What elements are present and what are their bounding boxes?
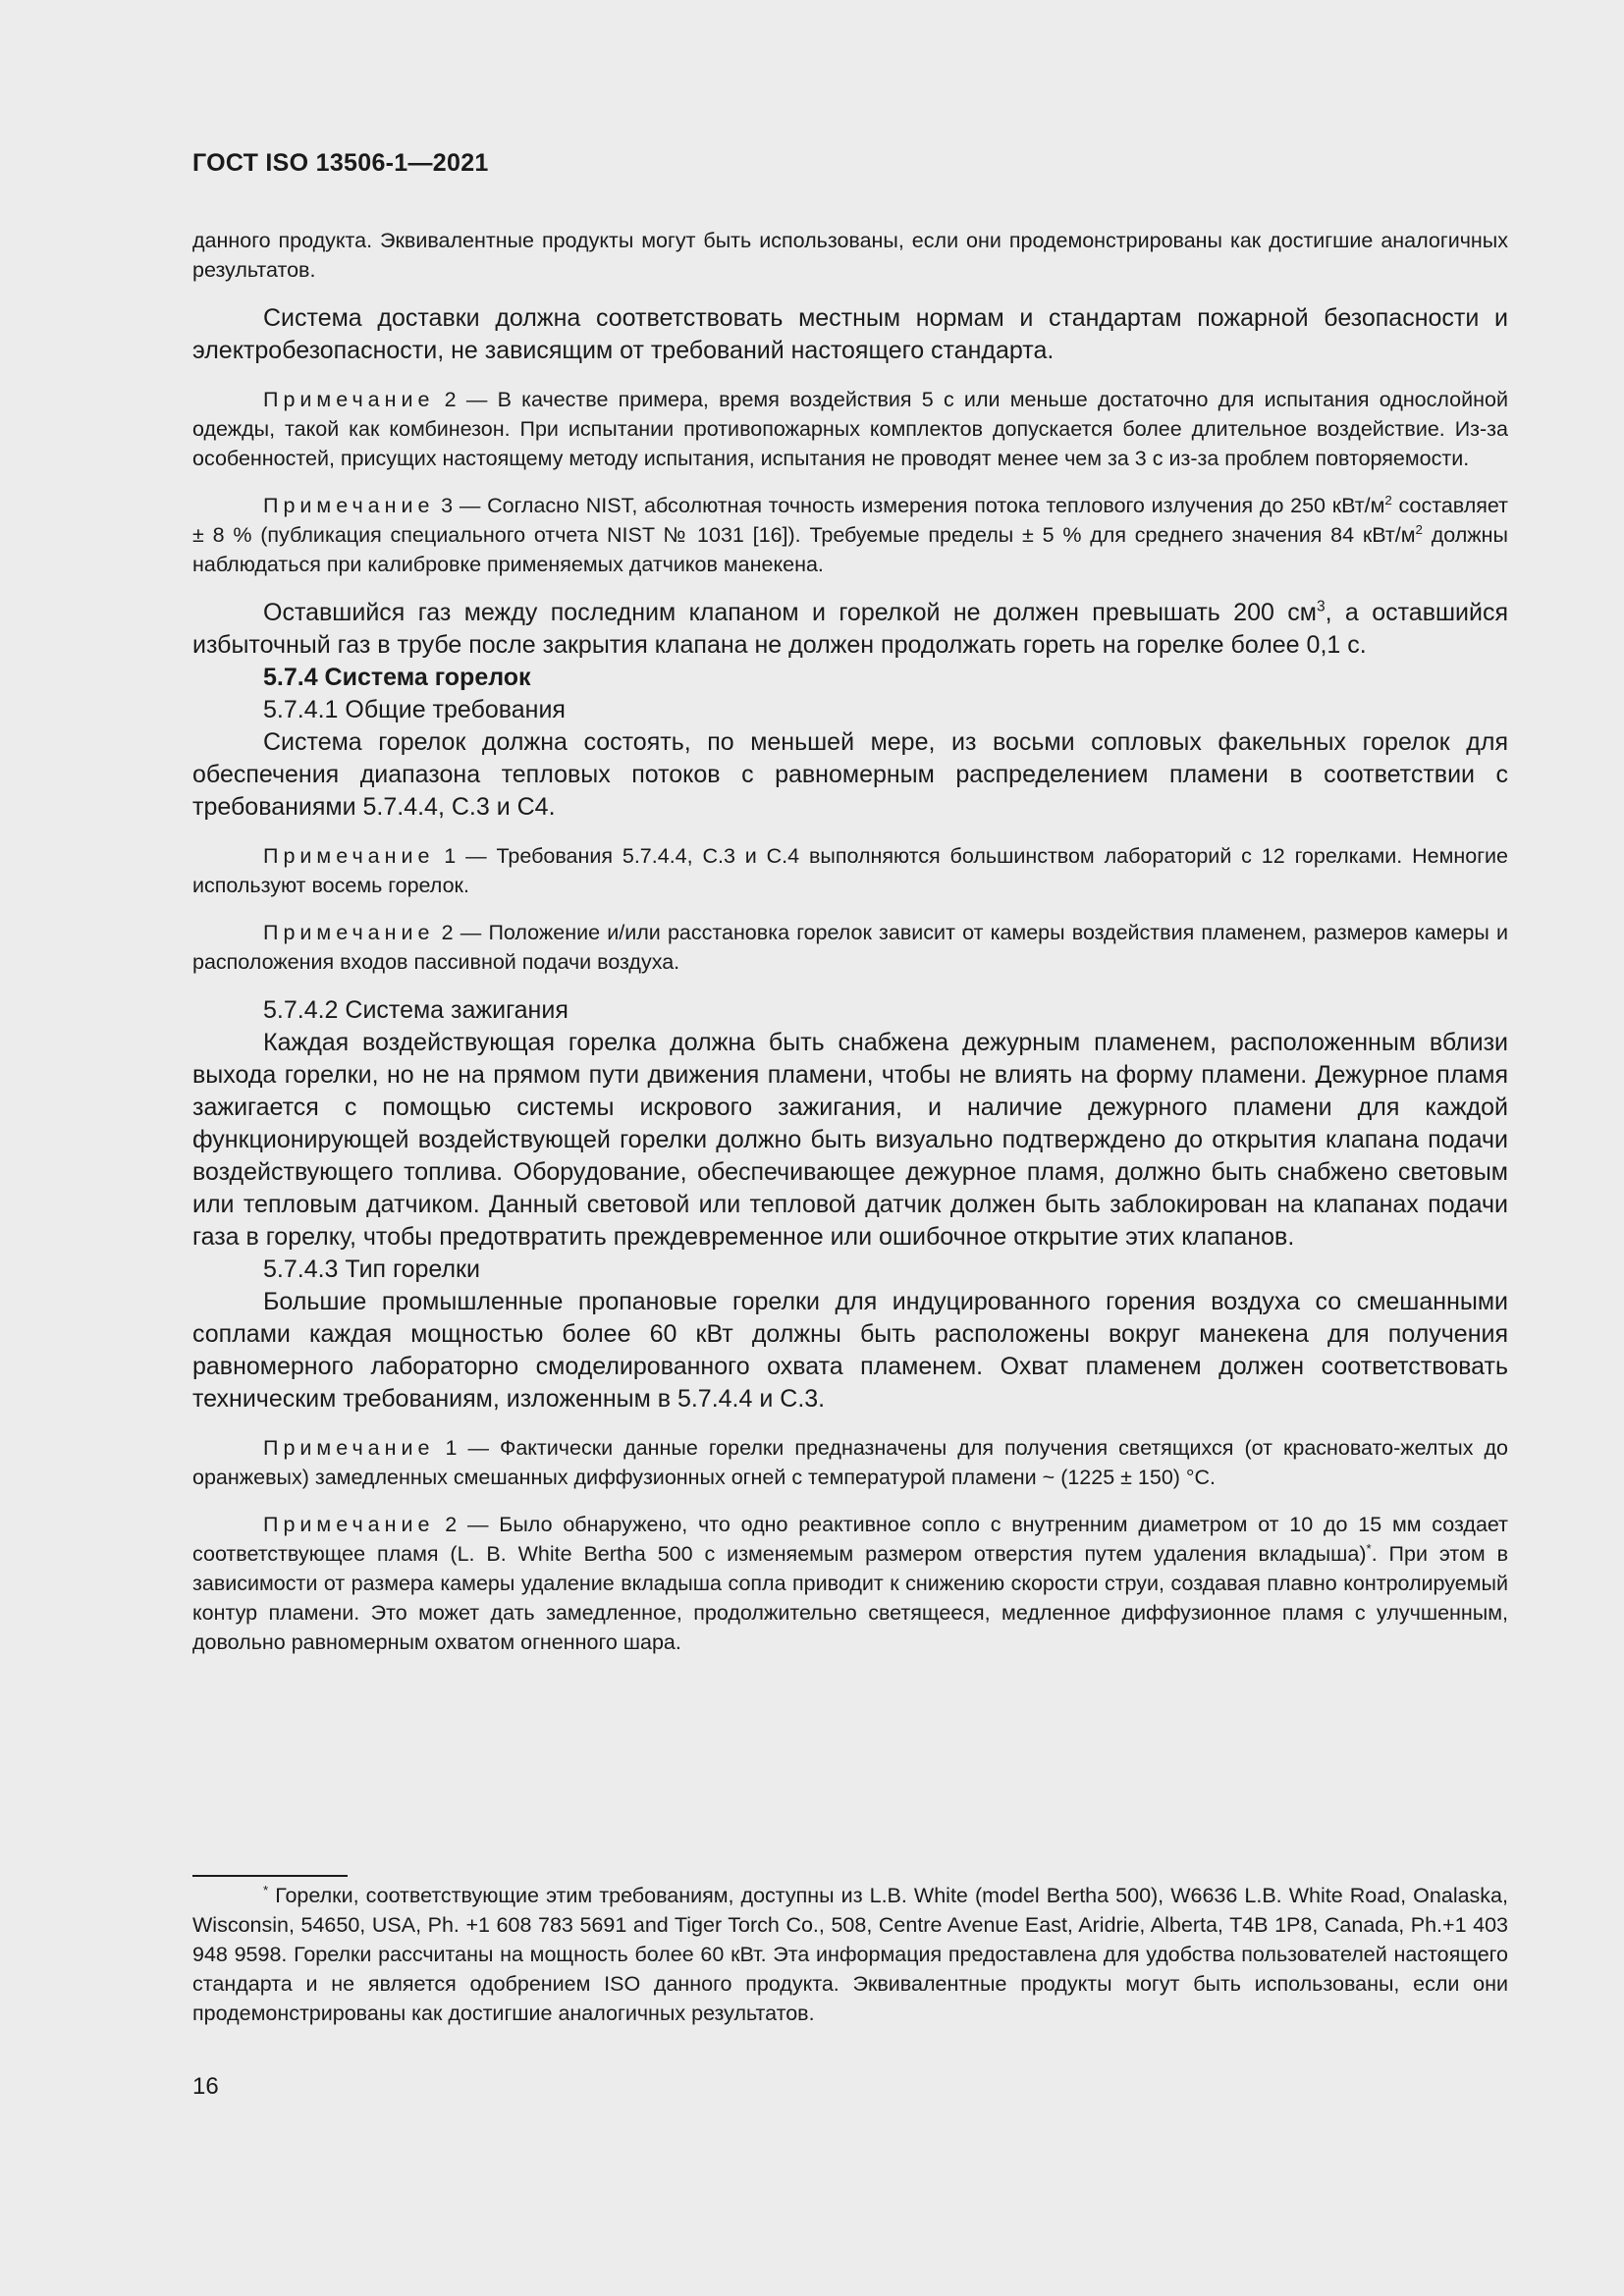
subsection-heading-5-7-4-1: 5.7.4.1 Общие требования	[263, 696, 566, 723]
note-1-burners	[192, 841, 1508, 900]
note-3-nist	[192, 491, 1508, 579]
note-2-exposure	[192, 385, 1508, 473]
note-text: 1 — Фактически данные горелки предназначены для получения светящихся (от красновато-желтых до оранжевых) замедленных смешанных диффузионных огней с температурой пламени ~ (1225 ± 150) °С.	[192, 1436, 1508, 1489]
note-2-placement	[192, 918, 1508, 977]
document-header: ГОСТ ISO 13506-1—2021	[192, 149, 489, 177]
note-text: 2 — Было обнаружено, что одно реактивное сопло с внутренним диаметром от 10 до 15 мм создает соответствующее пламя (L. B. White Bertha 500 с изменяемым размером отверстия путем удаления вкладыша)	[192, 1513, 1508, 1566]
paragraph-continuation: данного продукта. Эквивалентные продукты могут быть использованы, если они продемонстрированы как достигшие аналогичных результатов.	[192, 229, 1508, 282]
note-text: 2 — Положение и/или расстановка горелок зависит от камеры воздействия пламенем, размеров камеры и расположения входов пассивной подачи воздуха.	[192, 921, 1508, 974]
page-number: 16	[192, 2073, 219, 2100]
note-label: Примечание	[263, 921, 435, 944]
note-2-nozzle	[192, 1510, 1508, 1657]
note-label: Примечание	[263, 1513, 435, 1536]
footnote-body: Горелки, соответствующие этим требованиям, доступны из L.B. White (model Bertha 500), W6636 L.B. White Road, Onalaska, Wisconsin, 54650, USA, Ph. +1 608 783 5691 and Tiger Torch Co., 508, Centre Avenue East, Aridrie, Alberta, T4B 1P8, Canada, Ph.+1 403 948 9598. Горелки рассчитаны на мощность более 60 кВт. Эта информация предоставлена для удобства пользователей настоящего стандарта и не является одобрением ISO данного продукта. Эквивалентные продукты могут быть использованы, если они продемонстрированы как достигшие аналогичных результатов.	[192, 1884, 1508, 2025]
subsection-heading-5-7-4-2: 5.7.4.2 Система зажигания	[263, 996, 568, 1024]
main-content	[192, 226, 1508, 1657]
paragraph-delivery-system: Система доставки должна соответствовать местным нормам и стандартам пожарной безопасности и электробезопасности, не зависящим от требований настоящего стандарта.	[192, 304, 1508, 364]
note-text: 3 — Согласно NIST, абсолютная точность измерения потока теплового излучения до 250 кВт/м	[434, 494, 1385, 517]
footnote-marker: *	[263, 1882, 269, 1897]
paragraph-burner-system: Система горелок должна состоять, по меньшей мере, из восьми сопловых факельных горелок для обеспечения диапазона тепловых потоков с равномерным распределением пламени в соответствии с требованиями 5.7.4.4, С.3 и С4.	[192, 728, 1508, 821]
paragraph-ignition-system: Каждая воздействующая горелка должна быть снабжена дежурным пламенем, расположенным вблизи выхода горелки, но не на прямом пути движения пламени, чтобы не влиять на форму пламени. Дежурное пламя зажигается с помощью системы искрового зажигания, и наличие дежурного пламени для каждой функционирующей воздействующей горелки должно быть визуально подтверждено до открытия клапана подачи воздействующего топлива. Оборудование, обеспечивающее дежурное пламя, должно быть снабжено световым или тепловым датчиком. Данный световой или тепловой датчик должен быть заблокирован на клапанах подачи газа в горелку, чтобы предотвратить преждевременное или ошибочное открытие этих клапанов.	[192, 1029, 1508, 1251]
note-label: Примечание	[263, 844, 435, 868]
note-text: составляет ± 8 % (публикация специального отчета NIST № 1031 [16]). Требуемые пределы ± 5 % для среднего значения 84 кВт/м	[192, 494, 1508, 547]
note-text: 1 — Требования 5.7.4.4, С.3 и С.4 выполняются большинством лабораторий с 12 горелками. Немногие используют восемь горелок.	[192, 844, 1508, 897]
note-label: Примечание	[263, 388, 435, 411]
footnote-text	[192, 1881, 1508, 2028]
paragraph-burner-type: Большие промышленные пропановые горелки для индуцированного горения воздуха со смешанными соплами каждая мощностью более 60 кВт должны быть расположены вокруг манекена для получения равномерного лабораторно смоделированного охвата пламенем. Охват пламенем должен соответствовать техническим требованиям, изложенным в 5.7.4.4 и С.3.	[192, 1288, 1508, 1413]
section-heading-5-7-4: 5.7.4 Система горелок	[263, 664, 531, 691]
paragraph-residual-gas	[192, 597, 1508, 662]
footnote-ref[interactable]: *	[1366, 1540, 1372, 1556]
note-label: Примечание	[263, 1436, 435, 1460]
subsection-heading-5-7-4-3: 5.7.4.3 Тип горелки	[263, 1255, 480, 1283]
note-1-flames	[192, 1433, 1508, 1492]
superscript: 2	[1415, 521, 1423, 537]
superscript: 3	[1316, 598, 1326, 615]
note-label: Примечание	[263, 494, 435, 517]
paragraph-text: Оставшийся газ между последним клапаном и горелкой не должен превышать 200 см	[263, 599, 1317, 626]
paragraph-text: , а оставшийся избыточный газ в трубе после закрытия клапана не должен продолжать гореть на горелке более 0,1 с.	[192, 599, 1508, 659]
note-text: должны наблюдаться при калибровке применяемых датчиков манекена.	[192, 523, 1508, 576]
note-text: . При этом в зависимости от размера камеры удаление вкладыша сопла приводит к снижению скорости струи, создавая плавно контролируемый контур пламени. Это может дать замедленное, продолжительно светящееся, медленное диффузионное пламя с улучшенным, довольно равномерным охватом огненного шара.	[192, 1542, 1509, 1654]
note-text: 2 — В качестве примера, время воздействия 5 с или меньше достаточно для испытания однослойной одежды, такой как комбинезон. При испытании противопожарных комплектов допускается более длительное воздействие. Из-за особенностей, присущих настоящему методу испытания, испытания не проводят менее чем за 3 с из-за проблем повторяемости.	[192, 388, 1508, 470]
superscript: 2	[1384, 492, 1392, 507]
footnote-divider	[192, 1875, 348, 1877]
footnote	[192, 1875, 1508, 2028]
